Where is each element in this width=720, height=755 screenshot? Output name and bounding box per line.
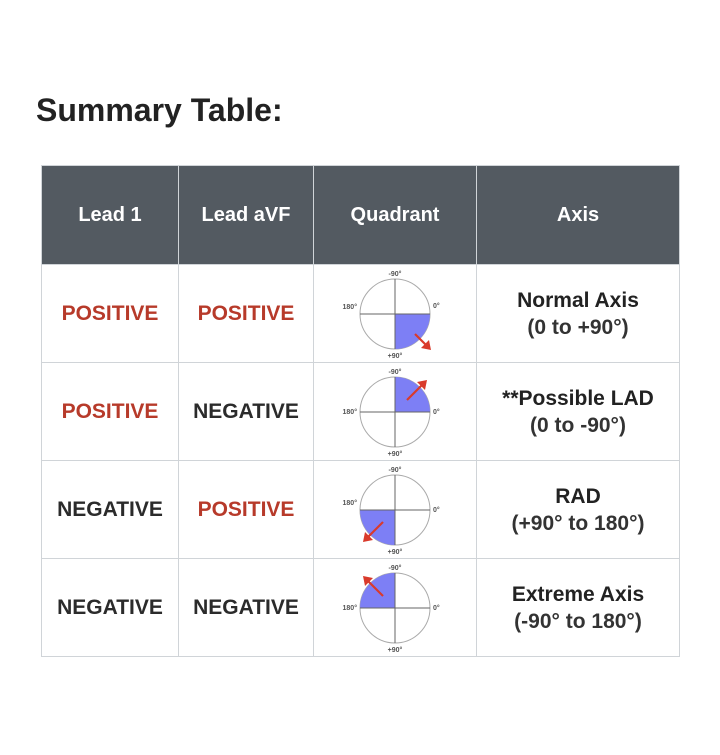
- label-right: 0°: [433, 302, 440, 310]
- lead1-cell: POSITIVE: [42, 363, 179, 461]
- label-top: -90°: [388, 270, 402, 278]
- axis-cell: [477, 559, 680, 657]
- label-bottom: +90°: [387, 450, 403, 458]
- quadrant-diagram: [342, 561, 445, 655]
- axis-range: (+90° to 180°): [511, 511, 645, 535]
- quadrant-diagram: [342, 463, 445, 557]
- quadrant-diagram: [342, 365, 445, 459]
- quadrant-cell: [314, 363, 477, 461]
- header-row: [42, 166, 680, 265]
- label-bottom: +90°: [387, 646, 403, 654]
- quadrant-diagram: [342, 267, 445, 361]
- quadrant-cell: [314, 265, 477, 363]
- label-bottom: +90°: [387, 548, 403, 556]
- header-axis: Axis: [477, 166, 680, 265]
- page-title: Summary Table:: [36, 92, 283, 128]
- label-top: -90°: [388, 368, 402, 376]
- axis-name: Normal Axis: [517, 288, 639, 312]
- label-left: 180°: [342, 604, 357, 612]
- table-row: [42, 559, 680, 657]
- label-left: 180°: [342, 408, 357, 416]
- table-row: [42, 265, 680, 363]
- label-right: 0°: [433, 506, 440, 514]
- lead-avf-cell: NEGATIVE: [179, 559, 314, 657]
- axis-cell: [477, 265, 680, 363]
- label-right: 0°: [433, 408, 440, 416]
- axis-cell: [477, 461, 680, 559]
- lead-avf-cell: POSITIVE: [179, 461, 314, 559]
- header-quadrant: Quadrant: [314, 166, 477, 265]
- label-bottom: +90°: [387, 352, 403, 360]
- label-top: -90°: [388, 466, 402, 474]
- table-row: [42, 363, 680, 461]
- axis-cell: [477, 363, 680, 461]
- axis-name: Extreme Axis: [511, 582, 645, 606]
- axis-name: RAD: [555, 484, 601, 508]
- label-top: -90°: [388, 564, 402, 572]
- lead-avf-cell: NEGATIVE: [179, 363, 314, 461]
- axis-name: **Possible LAD: [502, 386, 654, 410]
- label-right: 0°: [433, 604, 440, 612]
- lead1-cell: NEGATIVE: [42, 559, 179, 657]
- axis-range: (0 to +90°): [527, 315, 629, 339]
- label-left: 180°: [342, 499, 357, 507]
- table-row: [42, 461, 680, 559]
- quadrant-cell: [314, 559, 477, 657]
- lead-avf-cell: POSITIVE: [179, 265, 314, 363]
- summary-table: [41, 165, 680, 657]
- header-lead1: Lead 1: [42, 166, 179, 265]
- label-left: 180°: [342, 303, 357, 311]
- axis-range: (-90° to 180°): [514, 609, 642, 633]
- header-lead-avf: Lead aVF: [179, 166, 314, 265]
- lead1-cell: NEGATIVE: [42, 461, 179, 559]
- lead1-cell: POSITIVE: [42, 265, 179, 363]
- axis-range: (0 to -90°): [530, 413, 626, 437]
- quadrant-cell: [314, 461, 477, 559]
